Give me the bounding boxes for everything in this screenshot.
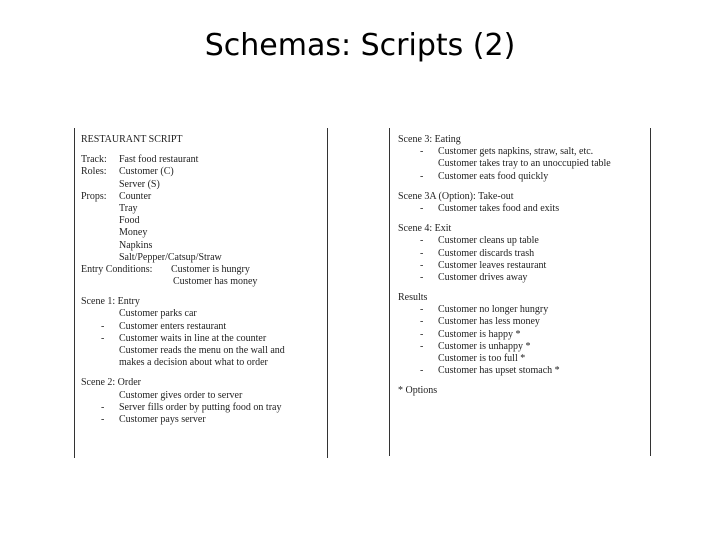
step-dash: - [420, 304, 424, 316]
step-dash: - [420, 328, 424, 340]
step-text: Customer parks car [119, 308, 197, 320]
entry-item: Customer is hungry [171, 263, 250, 275]
step-dash: - [101, 332, 105, 344]
role-item: Server (S) [119, 178, 160, 190]
step-dash: - [101, 401, 105, 413]
script-step [81, 345, 327, 357]
scene1-heading: Scene 1: Entry [81, 296, 140, 308]
step-dash: - [420, 202, 424, 214]
prop-item: Tray [119, 202, 138, 214]
step-dash: - [420, 170, 424, 182]
roles-label: Roles: [81, 166, 107, 178]
script-step [398, 203, 650, 215]
scene3a-heading: Scene 3A (Option): Take-out [398, 190, 514, 202]
step-text: Customer discards trash [438, 247, 535, 259]
step-text: Customer gives order to server [119, 389, 243, 401]
slide-title: Schemas: Scripts (2) [204, 28, 516, 63]
script-step [81, 414, 327, 426]
script-step [81, 308, 327, 320]
step-dash: - [420, 259, 424, 271]
step-text: Customer waits in line at the counter [119, 332, 267, 344]
script-step [81, 390, 327, 402]
script-step [398, 329, 650, 341]
step-text: Customer drives away [438, 271, 528, 283]
script-step [398, 365, 650, 377]
step-text: Customer enters restaurant [119, 320, 227, 332]
scene4-heading: Scene 4: Exit [398, 223, 452, 235]
script-step [398, 304, 650, 316]
script-panel-right [389, 128, 651, 456]
script-step [398, 341, 650, 353]
step-dash: - [420, 146, 424, 158]
step-text: Customer reads the menu on the wall and [119, 345, 285, 356]
script-step [398, 158, 650, 170]
step-text: Server fills order by putting food on tray [119, 401, 282, 413]
prop-item: Money [119, 227, 148, 239]
track-label: Track: [81, 154, 107, 166]
options-footnote: * Options [398, 385, 438, 397]
step-text: Customer is happy * [438, 328, 521, 340]
script-step [81, 333, 327, 345]
step-dash: - [420, 235, 424, 247]
step-text: Customer has upset stomach * [438, 365, 560, 377]
step-text: Customer is unhappy * [438, 340, 531, 352]
script-step [398, 272, 650, 284]
step-text: Customer gets napkins, straw, salt, etc. [438, 146, 594, 158]
script-step [81, 321, 327, 333]
prop-item: Food [119, 215, 140, 227]
step-text: Customer takes tray to an unoccupied table [438, 158, 611, 170]
prop-item: Salt/Pepper/Catsup/Straw [119, 251, 222, 263]
step-dash: - [420, 271, 424, 283]
step-dash: - [420, 247, 424, 259]
track-value: Fast food restaurant [119, 154, 199, 166]
step-text: Customer is too full * [438, 353, 526, 364]
step-dash: - [420, 316, 424, 328]
step-dash: - [101, 320, 105, 332]
script-step [398, 316, 650, 328]
scene2-heading: Scene 2: Order [81, 377, 141, 389]
role-item: Customer (C) [119, 166, 174, 178]
step-dash: - [101, 413, 105, 425]
step-text: Customer pays server [119, 413, 206, 425]
step-dash: - [420, 365, 424, 377]
entry-label: Entry Conditions: [81, 263, 153, 275]
script-step [398, 171, 650, 183]
script-heading: RESTAURANT SCRIPT [81, 134, 183, 145]
step-text: Customer has less money [438, 316, 540, 328]
script-step [398, 146, 650, 158]
step-text: Customer eats food quickly [438, 170, 549, 182]
step-text: Customer no longer hungry [438, 304, 549, 316]
script-step [81, 357, 327, 369]
script-step [398, 248, 650, 260]
step-text: Customer cleans up table [438, 235, 539, 247]
script-step [81, 402, 327, 414]
step-text: Customer leaves restaurant [438, 259, 547, 271]
script-panel-left [74, 128, 328, 458]
scene3-heading: Scene 3: Eating [398, 134, 461, 145]
entry-item: Customer has money [173, 276, 258, 288]
prop-item: Counter [119, 190, 152, 202]
step-dash: - [420, 340, 424, 352]
results-heading: Results [398, 292, 428, 304]
step-text: Customer takes food and exits [438, 202, 560, 214]
step-text: makes a decision about what to order [119, 357, 268, 369]
script-step [398, 235, 650, 247]
script-step [398, 353, 650, 365]
script-step [398, 260, 650, 272]
prop-item: Napkins [119, 239, 153, 251]
props-label: Props: [81, 190, 107, 202]
